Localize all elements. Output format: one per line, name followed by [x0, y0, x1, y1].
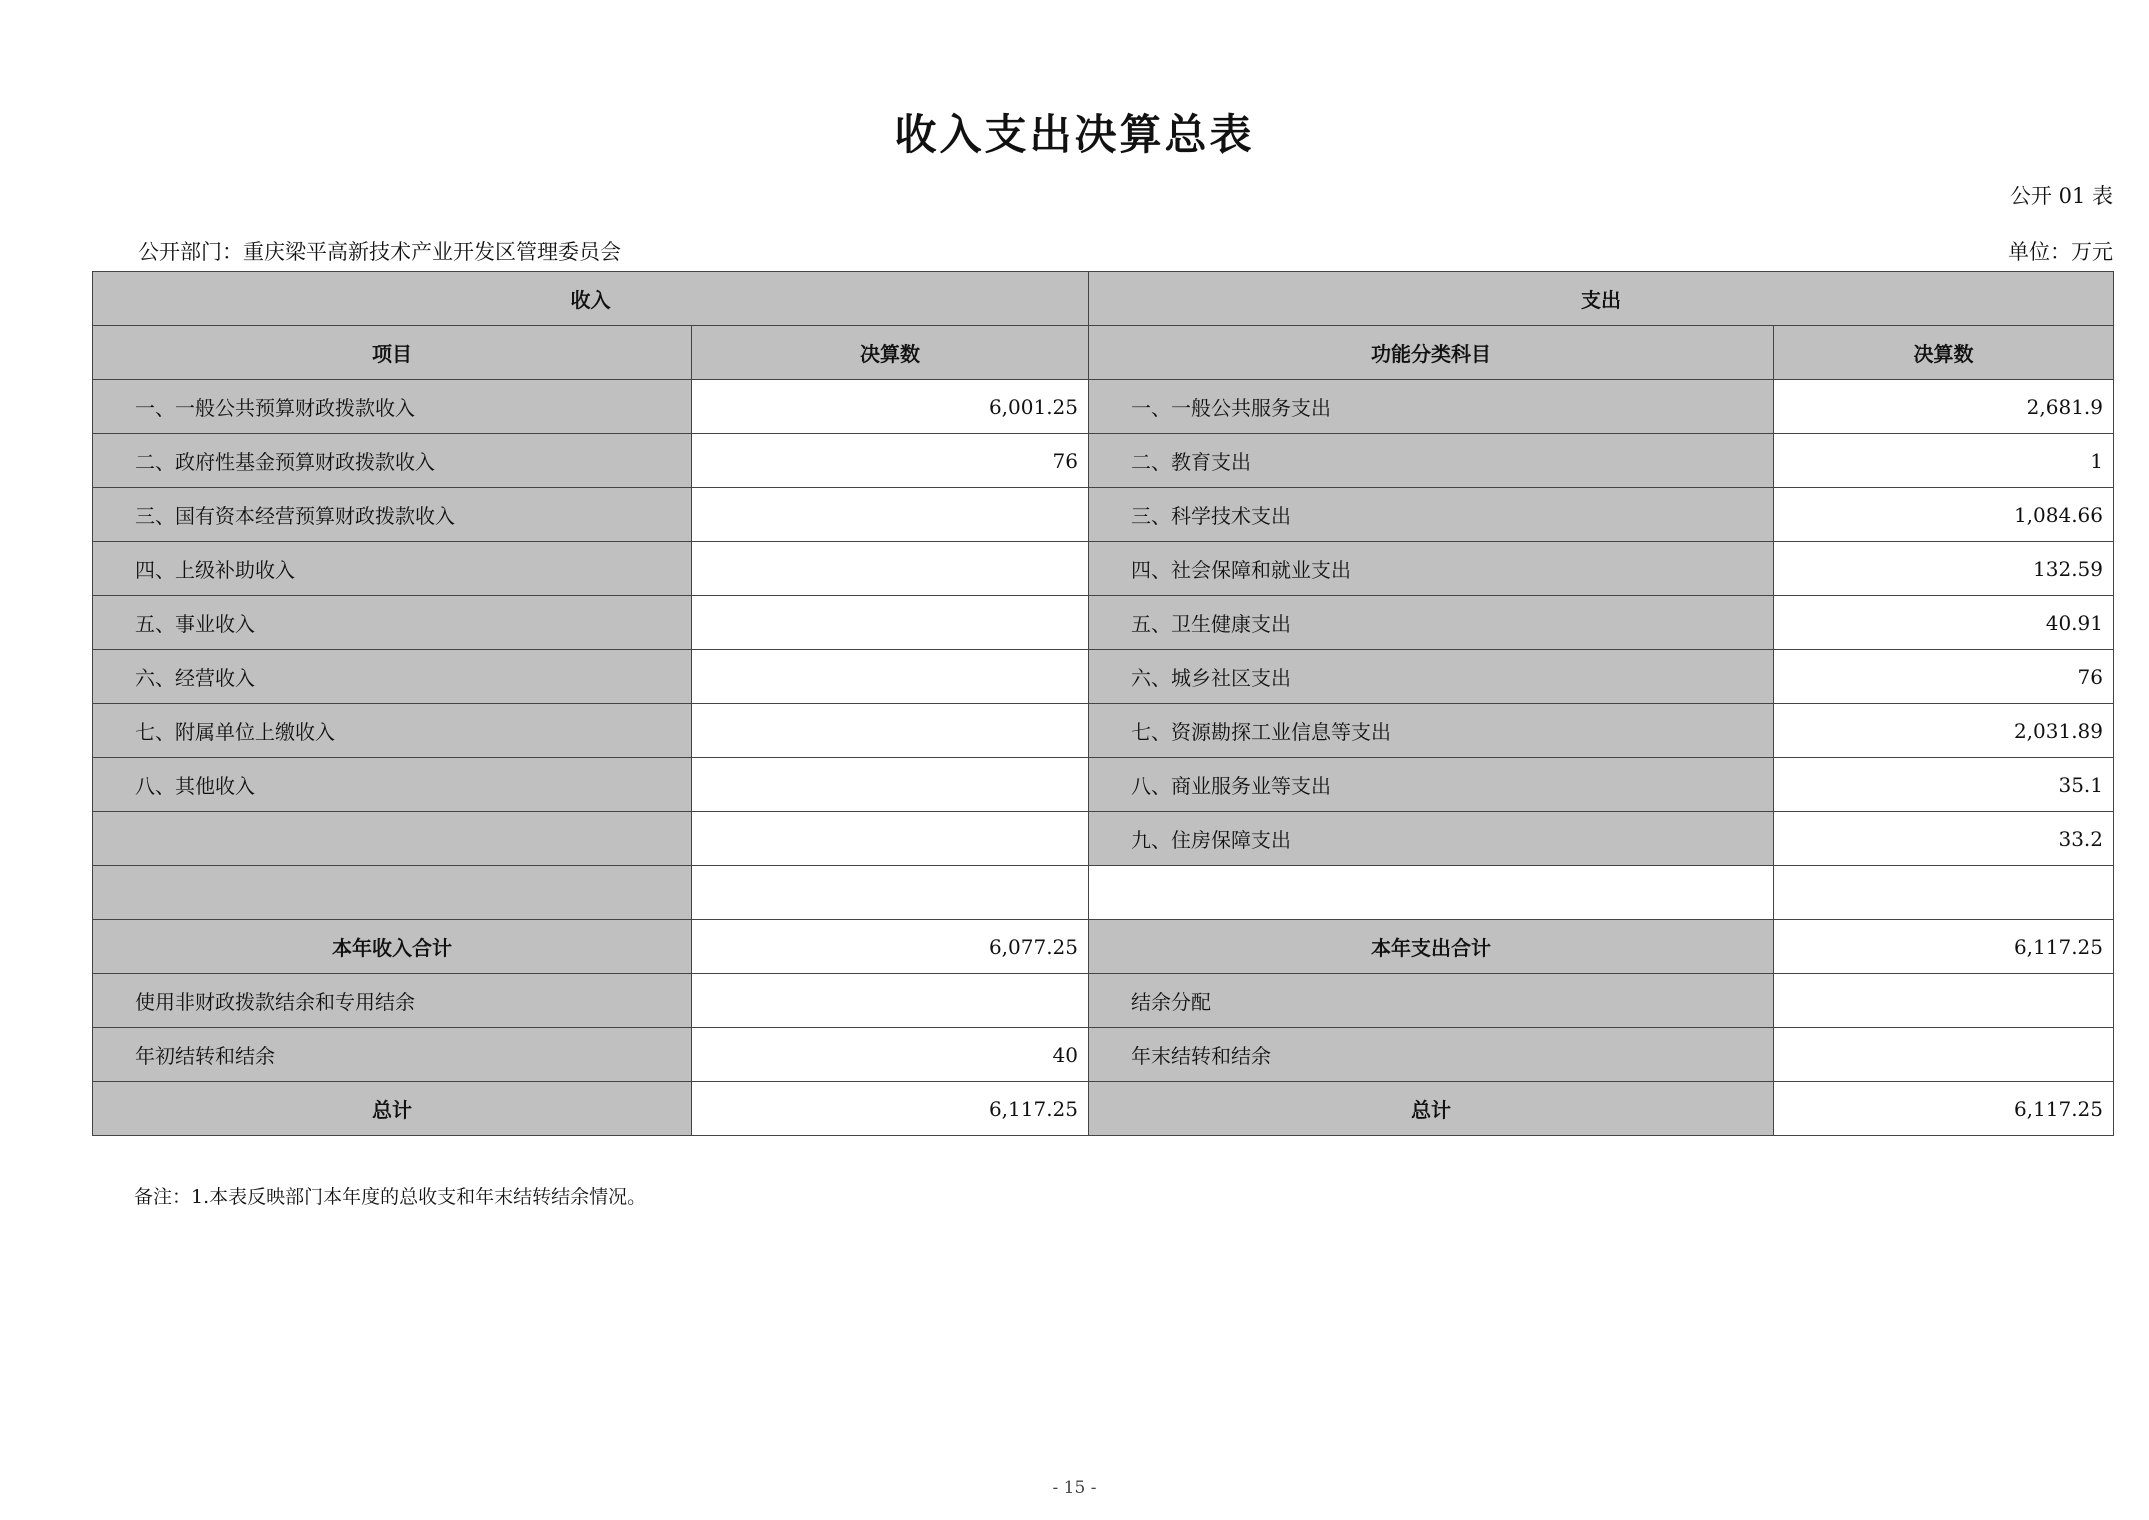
expense-value: 1,084.66 — [1774, 488, 2114, 542]
grand-expense-total-value: 6,117.25 — [1774, 1082, 2114, 1136]
expense-value: 40.91 — [1774, 596, 2114, 650]
expense-label: 七、资源勘探工业信息等支出 — [1089, 704, 1774, 758]
grand-expense-total-label: 总计 — [1089, 1082, 1774, 1136]
page-title: 收入支出决算总表 — [894, 110, 1255, 159]
income-label — [93, 812, 692, 866]
income-value — [692, 488, 1089, 542]
table-row — [93, 812, 2114, 866]
table-row — [93, 704, 2114, 758]
department-label: 公开部门：重庆梁平高新技术产业开发区管理委员会 — [138, 240, 621, 264]
income-value — [692, 758, 1089, 812]
expense-value — [1774, 1028, 2114, 1082]
expense-value: 2,681.9 — [1774, 380, 2114, 434]
income-label: 五、事业收入 — [93, 596, 692, 650]
expense-value: 35.1 — [1774, 758, 2114, 812]
expense-label: 一、一般公共服务支出 — [1089, 380, 1774, 434]
expense-label: 五、卫生健康支出 — [1089, 596, 1774, 650]
table-row — [93, 596, 2114, 650]
expense-label — [1089, 866, 1774, 920]
grand-total-row — [93, 1082, 2114, 1136]
income-value — [692, 650, 1089, 704]
income-value: 40 — [692, 1028, 1089, 1082]
table-row — [93, 974, 2114, 1028]
table-row — [93, 866, 2114, 920]
income-value: 76 — [692, 434, 1089, 488]
table-row — [93, 650, 2114, 704]
expense-label: 结余分配 — [1089, 974, 1774, 1028]
year-expense-total-value: 6,117.25 — [1774, 920, 2114, 974]
expense-label: 三、科学技术支出 — [1089, 488, 1774, 542]
expense-label: 六、城乡社区支出 — [1089, 650, 1774, 704]
page-number: - 15 - — [1052, 1478, 1097, 1498]
income-label: 七、附属单位上缴收入 — [93, 704, 692, 758]
income-label: 一、一般公共预算财政拨款收入 — [93, 380, 692, 434]
column-header-row — [93, 326, 2114, 380]
income-expense-table — [92, 271, 2114, 1136]
column-header-item: 项目 — [93, 326, 692, 380]
income-value: 6,001.25 — [692, 380, 1089, 434]
income-value — [692, 596, 1089, 650]
column-header-amount-expense: 决算数 — [1774, 326, 2114, 380]
income-value — [692, 704, 1089, 758]
year-income-total-label: 本年收入合计 — [93, 920, 692, 974]
expense-value: 33.2 — [1774, 812, 2114, 866]
income-label: 三、国有资本经营预算财政拨款收入 — [93, 488, 692, 542]
table-row — [93, 434, 2114, 488]
income-value — [692, 812, 1089, 866]
expense-label: 年末结转和结余 — [1089, 1028, 1774, 1082]
expense-label: 九、住房保障支出 — [1089, 812, 1774, 866]
income-label: 八、其他收入 — [93, 758, 692, 812]
column-header-function: 功能分类科目 — [1089, 326, 1774, 380]
column-header-amount: 决算数 — [692, 326, 1089, 380]
unit-label: 单位：万元 — [2008, 240, 2113, 264]
section-header-row — [93, 272, 2114, 326]
expense-value: 132.59 — [1774, 542, 2114, 596]
expense-section-header: 支出 — [1089, 272, 2114, 326]
expense-label: 八、商业服务业等支出 — [1089, 758, 1774, 812]
year-expense-total-label: 本年支出合计 — [1089, 920, 1774, 974]
table-row — [93, 488, 2114, 542]
income-value — [692, 866, 1089, 920]
grand-income-total-label: 总计 — [93, 1082, 692, 1136]
table-row — [93, 1028, 2114, 1082]
year-income-total-value: 6,077.25 — [692, 920, 1089, 974]
income-label: 六、经营收入 — [93, 650, 692, 704]
income-label — [93, 866, 692, 920]
income-value — [692, 974, 1089, 1028]
table-note: 备注：1.本表反映部门本年度的总收支和年末结转结余情况。 — [134, 1186, 647, 1208]
income-label: 二、政府性基金预算财政拨款收入 — [93, 434, 692, 488]
expense-value: 1 — [1774, 434, 2114, 488]
expense-value: 2,031.89 — [1774, 704, 2114, 758]
table-row — [93, 380, 2114, 434]
year-total-row — [93, 920, 2114, 974]
expense-value: 76 — [1774, 650, 2114, 704]
table-row — [93, 758, 2114, 812]
expense-label: 二、教育支出 — [1089, 434, 1774, 488]
income-label: 使用非财政拨款结余和专用结余 — [93, 974, 692, 1028]
expense-value — [1774, 974, 2114, 1028]
income-label: 四、上级补助收入 — [93, 542, 692, 596]
expense-label: 四、社会保障和就业支出 — [1089, 542, 1774, 596]
expense-value — [1774, 866, 2114, 920]
income-section-header: 收入 — [93, 272, 1089, 326]
grand-income-total-value: 6,117.25 — [692, 1082, 1089, 1136]
income-label: 年初结转和结余 — [93, 1028, 692, 1082]
income-value — [692, 542, 1089, 596]
table-row — [93, 542, 2114, 596]
form-number: 公开 01 表 — [2009, 184, 2113, 208]
